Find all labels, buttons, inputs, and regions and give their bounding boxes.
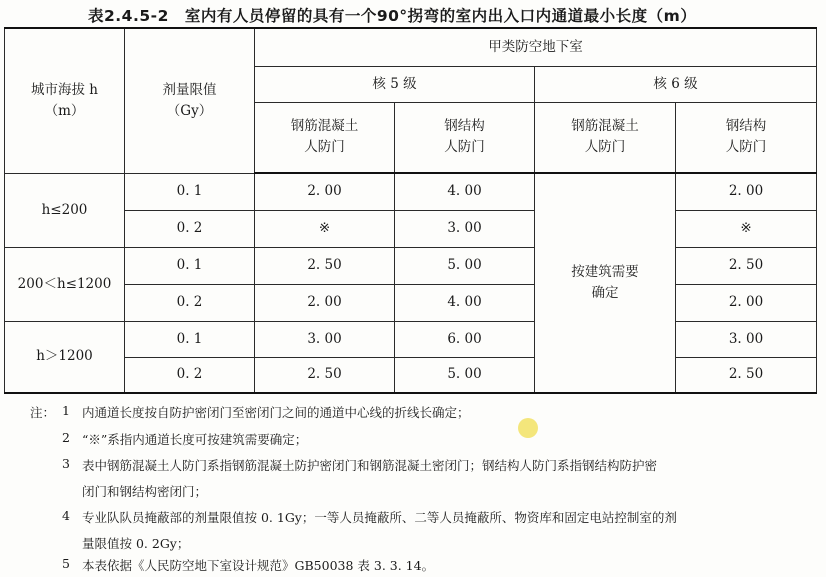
steel5-cell: 3. 00 bbox=[395, 210, 535, 247]
steel5-cell: 5. 00 bbox=[395, 357, 535, 393]
dose-cell: 0. 2 bbox=[125, 284, 255, 321]
altitude-cell: h＞1200 bbox=[5, 321, 125, 393]
note-text: “※”系指内通道长度可按建筑需要确定； bbox=[82, 432, 308, 447]
dose-cell: 0. 1 bbox=[125, 321, 255, 357]
table-title: 表2.4.5-2 室内有人员停留的具有一个90°拐弯的室内出入口内通道最小长度（m） bbox=[88, 7, 697, 25]
dose-cell: 0. 2 bbox=[125, 210, 255, 247]
table-row bbox=[5, 247, 817, 284]
rc5-cell: 2. 50 bbox=[255, 357, 395, 393]
header-dose-limit: 剂量限值 （Gy） bbox=[125, 28, 255, 173]
header-city-altitude: 城市海拔 h （m） bbox=[5, 28, 125, 173]
note-number: 4 bbox=[62, 508, 70, 523]
steel5-cell: 5. 00 bbox=[395, 247, 535, 284]
altitude-cell: 200＜h≤1200 bbox=[5, 247, 125, 321]
header-group-class-a: 甲类防空地下室 bbox=[255, 28, 817, 66]
rc5-cell: 2. 00 bbox=[255, 173, 395, 210]
steel5-cell: 6. 00 bbox=[395, 321, 535, 357]
altitude-cell: h≤200 bbox=[5, 173, 125, 247]
note-text-continued: 量限值按 0. 2Gy； bbox=[82, 536, 190, 551]
header-nuclear-6: 核 6 级 bbox=[535, 66, 817, 102]
steel5-cell: 4. 00 bbox=[395, 284, 535, 321]
note-number: 1 bbox=[62, 403, 70, 418]
note-number: 2 bbox=[62, 430, 70, 445]
table-row bbox=[5, 357, 817, 393]
header-steel-door-6: 钢结构 人防门 bbox=[676, 102, 817, 173]
note-text: 本表依据《人民防空地下室设计规范》GB50038 表 3. 3. 14。 bbox=[82, 558, 435, 573]
steel6-cell: ※ bbox=[676, 210, 817, 247]
table-row bbox=[5, 210, 817, 247]
dose-cell: 0. 1 bbox=[125, 247, 255, 284]
dose-cell: 0. 1 bbox=[125, 173, 255, 210]
note-text: 专业队队员掩蔽部的剂量限值按 0. 1Gy；一等人员掩蔽所、二等人员掩蔽所、物资库和固定电站控制室的剂 bbox=[82, 510, 677, 525]
note-number: 3 bbox=[62, 456, 70, 471]
steel5-cell: 4. 00 bbox=[395, 173, 535, 210]
rc6-merged-cell: 按建筑需要 确定 bbox=[535, 173, 676, 393]
header-rc-door-5: 钢筋混凝土 人防门 bbox=[255, 102, 395, 173]
table-row bbox=[5, 173, 817, 210]
table-row bbox=[5, 284, 817, 321]
rc5-cell: 3. 00 bbox=[255, 321, 395, 357]
rc5-cell: ※ bbox=[255, 210, 395, 247]
note-number: 5 bbox=[62, 556, 70, 571]
table-row bbox=[5, 321, 817, 357]
cursor-highlight bbox=[518, 418, 538, 438]
steel6-cell: 2. 00 bbox=[676, 173, 817, 210]
data-table bbox=[4, 27, 817, 394]
note-text: 内通道长度按自防护密闭门至密闭门之间的通道中心线的折线长确定； bbox=[82, 405, 470, 420]
steel6-cell: 2. 00 bbox=[676, 284, 817, 321]
dose-cell: 0. 2 bbox=[125, 357, 255, 393]
header-nuclear-5: 核 5 级 bbox=[255, 66, 535, 102]
steel6-cell: 2. 50 bbox=[676, 357, 817, 393]
table-notes bbox=[0, 398, 826, 576]
note-text: 表中钢筋混凝土人防门系指钢筋混凝土防护密闭门和钢筋混凝土密闭门；钢结构人防门系指钢结构防护密 bbox=[82, 458, 658, 473]
notes-prefix: 注： bbox=[30, 405, 56, 420]
header-rc-door-6: 钢筋混凝土 人防门 bbox=[535, 102, 676, 173]
steel6-cell: 3. 00 bbox=[676, 321, 817, 357]
steel6-cell: 2. 50 bbox=[676, 247, 817, 284]
rc5-cell: 2. 00 bbox=[255, 284, 395, 321]
note-text-continued: 闭门和钢结构密闭门； bbox=[82, 484, 208, 499]
header-steel-door-5: 钢结构 人防门 bbox=[395, 102, 535, 173]
rc5-cell: 2. 50 bbox=[255, 247, 395, 284]
